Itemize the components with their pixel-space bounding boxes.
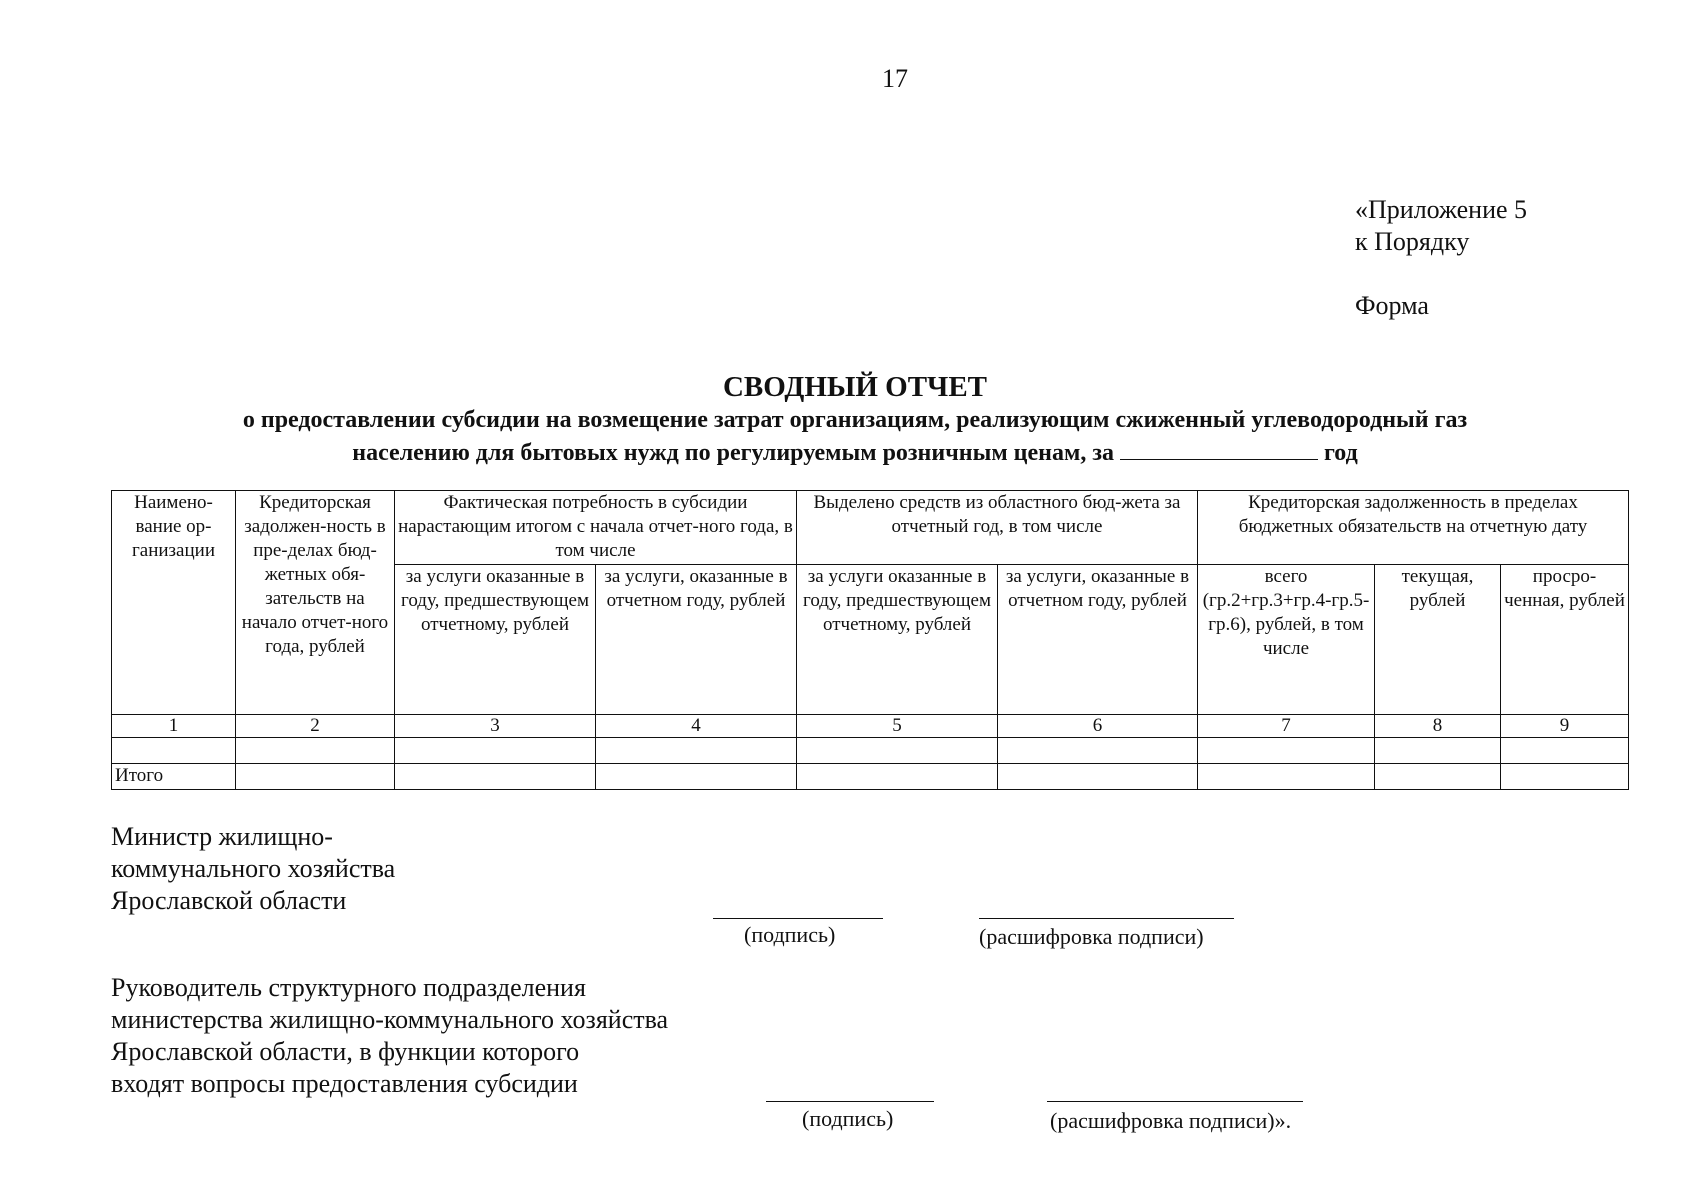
signatory-2-line-2: министерства жилищно-коммунального хозяйства — [111, 1005, 669, 1034]
appendix-line-2: к Порядку — [1355, 227, 1470, 256]
page-number: 17 — [882, 64, 908, 93]
header-col-5: за услуги оказанные в году, предшествующем отчетному, рублей — [797, 565, 998, 715]
header-col-3: за услуги оказанные в году, предшествующем отчетному, рублей — [395, 565, 596, 715]
column-number: 9 — [1501, 715, 1629, 738]
header-group-reporting-debt: Кредиторская задолженность в пределах бюджетных обязательств на отчетную дату — [1198, 491, 1629, 565]
signatory-2-line-1: Руководитель структурного подразделения — [111, 973, 586, 1002]
header-group-actual-need: Фактическая потребность в субсидии нарастающим итогом с начала отчет-ного года, в том числе — [395, 491, 797, 565]
column-number: 3 — [395, 715, 596, 738]
total-label: Итого — [112, 764, 236, 790]
table-cell[interactable] — [797, 764, 998, 790]
signatory-2-sign-caption: (подпись) — [802, 1106, 894, 1131]
form-label: Форма — [1355, 291, 1429, 320]
table-cell[interactable] — [395, 738, 596, 764]
signatory-1-sign-caption: (подпись) — [744, 922, 836, 947]
table-row — [112, 738, 1629, 764]
column-number: 2 — [236, 715, 395, 738]
header-group-allocated: Выделено средств из областного бюд-жета за отчетный год, в том числе — [797, 491, 1198, 565]
table-cell[interactable] — [1375, 764, 1501, 790]
table-cell[interactable] — [596, 738, 797, 764]
column-number: 8 — [1375, 715, 1501, 738]
signatory-1-line-1: Министр жилищно- — [111, 822, 333, 851]
signatory-2-decode-line[interactable] — [1047, 1101, 1303, 1102]
column-number: 7 — [1198, 715, 1375, 738]
column-number: 6 — [998, 715, 1198, 738]
table-cell[interactable] — [1375, 738, 1501, 764]
appendix-line-1: «Приложение 5 — [1355, 195, 1528, 224]
table-cell[interactable] — [998, 738, 1198, 764]
table-cell[interactable] — [1198, 738, 1375, 764]
signatory-1-line-2: коммунального хозяйства — [111, 854, 396, 883]
table-cell[interactable] — [998, 764, 1198, 790]
title-subtitle-before-blank: населению для бытовых нужд по регулируемым розничным ценам, за — [352, 440, 1114, 466]
table-cell[interactable] — [1501, 738, 1629, 764]
header-col-7: всего (гр.2+гр.3+гр.4-гр.5-гр.6), рублей, в том числе — [1198, 565, 1375, 715]
title-main: СВОДНЫЙ ОТЧЕТ — [722, 371, 988, 403]
signatory-1-decode-caption: (расшифровка подписи) — [979, 924, 1204, 949]
title-subtitle-line-2 — [110, 437, 1600, 470]
table-cell[interactable] — [1198, 764, 1375, 790]
signatory-1-title — [111, 821, 395, 917]
title-subtitle-after-blank: год — [1323, 440, 1358, 466]
report-table — [111, 490, 1629, 790]
table-cell[interactable] — [112, 738, 236, 764]
column-number: 5 — [797, 715, 998, 738]
column-number: 4 — [596, 715, 797, 738]
header-col-9: просро-ченная, рублей — [1501, 565, 1629, 715]
signatory-2-line-3: Ярославской области, в функции которого — [111, 1037, 580, 1066]
appendix-header — [1355, 194, 1527, 322]
title-subtitle-line-1: о предоставлении субсидии на возмещение затрат организациям, реализующим сжиженный углеводородный газ — [242, 407, 1468, 433]
report-title — [110, 370, 1600, 470]
header-col-8: текущая, рублей — [1375, 565, 1501, 715]
column-number-row — [112, 715, 1629, 738]
signatory-2-decode-caption: (расшифровка подписи)». — [1050, 1108, 1292, 1133]
signatory-2-title — [111, 972, 668, 1100]
table-cell[interactable] — [395, 764, 596, 790]
table-cell[interactable] — [236, 764, 395, 790]
table-cell[interactable] — [596, 764, 797, 790]
header-opening-debt: Кредиторская задолжен-ность в пре-делах бюд-жетных обя-зательств на начало отчет-ного года, рублей — [236, 491, 395, 715]
table-cell[interactable] — [236, 738, 395, 764]
column-number: 1 — [112, 715, 236, 738]
year-blank-line — [1120, 437, 1318, 460]
signatory-1-line-3: Ярославской области — [111, 886, 347, 915]
signatory-1-decode-line[interactable] — [979, 918, 1234, 919]
signatory-2-line-4: входят вопросы предоставления субсидии — [111, 1069, 578, 1098]
signatory-1-sign-line[interactable] — [713, 918, 883, 919]
header-org-name: Наимено-вание ор-ганизации — [112, 491, 236, 715]
header-col-6: за услуги, оказанные в отчетном году, рублей — [998, 565, 1198, 715]
signatory-2-sign-line[interactable] — [766, 1101, 934, 1102]
table-cell[interactable] — [1501, 764, 1629, 790]
header-col-4: за услуги, оказанные в отчетном году, рублей — [596, 565, 797, 715]
table-cell[interactable] — [797, 738, 998, 764]
total-row — [112, 764, 1629, 790]
